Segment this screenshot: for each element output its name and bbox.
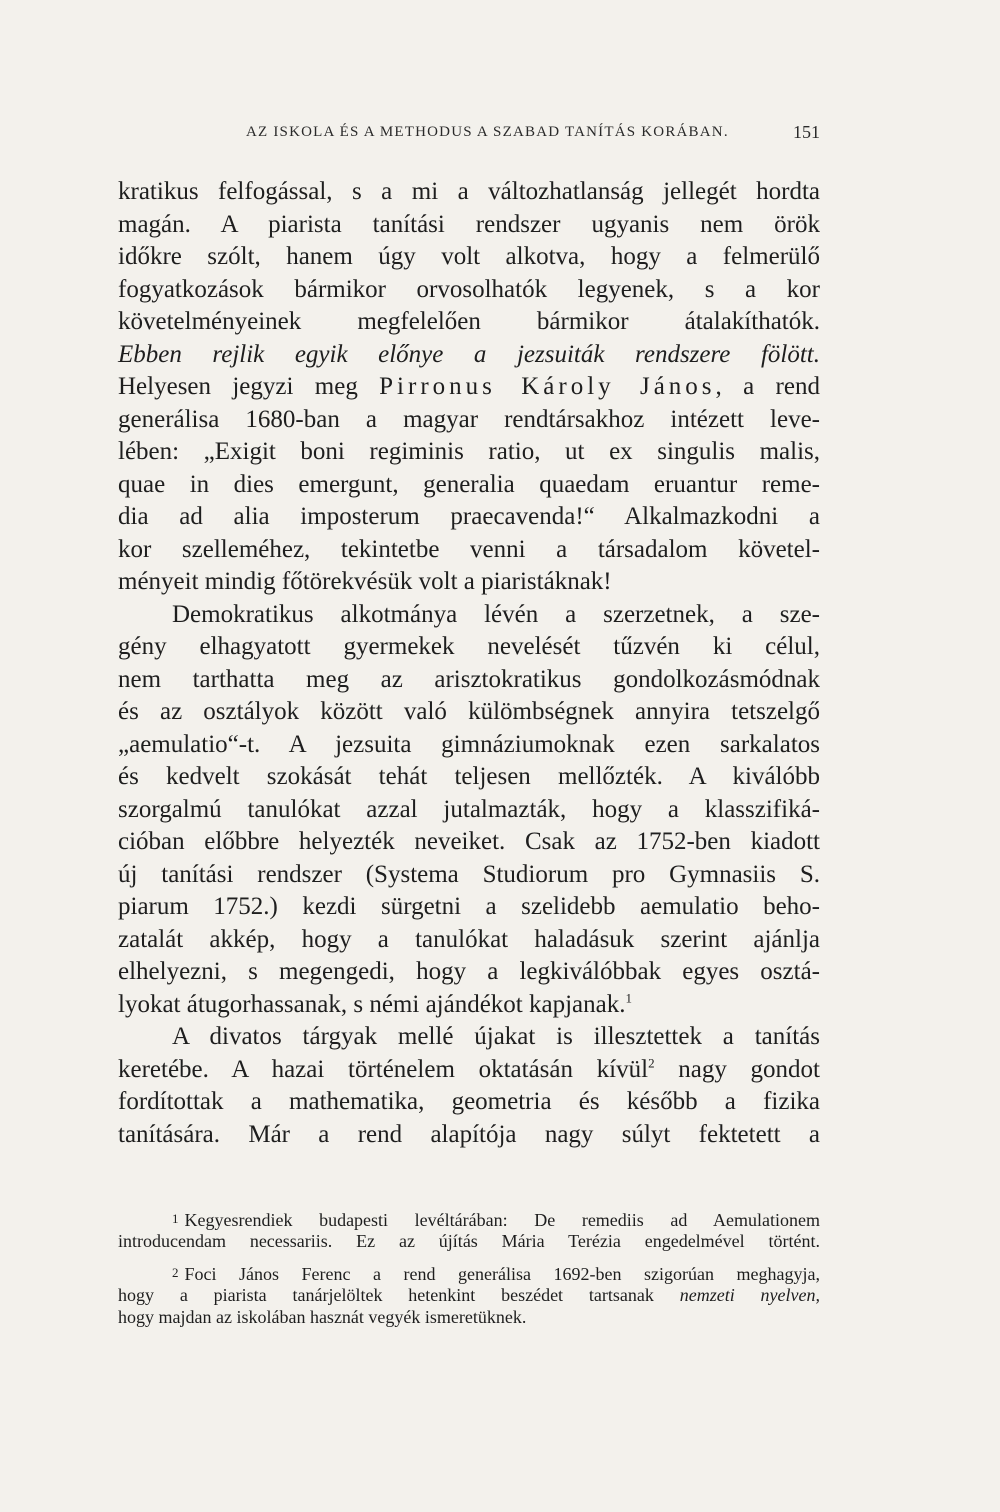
text-line: A divatos tárgyak mellé újakat is illesztettek a tanítás (172, 1023, 820, 1050)
text-line: kratikus felfogással, s a mi a változhatlanság jellegét hordta (118, 178, 820, 205)
text-segment: nagy gondot (654, 1055, 820, 1083)
text-line: Demokratikus alkotmánya lévén a szerzetnek, a sze- (172, 600, 820, 628)
body-text (118, 176, 820, 1151)
text-line: „aemulatio“-t. A jezsuita gimnáziumoknak ezen sarkalatos (118, 730, 820, 758)
footnote-gap (118, 1252, 820, 1262)
text-line: új tanítási rendszer (Systema Studiorum pro Gymnasiis S. (118, 860, 820, 888)
running-title: AZ ISKOLA ÉS A METHODUS A SZABAD TANÍTÁS KORÁBAN. (246, 124, 729, 140)
text-line: szorgalmú tanulókat azzal jutalmazták, hogy a klasszifiká- (118, 795, 820, 823)
text-line: cióban előbbre helyezték neveiket. Csak az 1752-ben kiadott (118, 828, 820, 855)
footnote-2-line: hogy majdan az iskolában hasznát vegyék ismeretüknek. (118, 1307, 527, 1327)
text-line: gény elhagyatott gyermekek nevelését tűzvén ki célul, (118, 633, 820, 660)
footnote-ref: 2 (648, 1055, 655, 1071)
text-line (118, 371, 820, 404)
text-line: quae in dies emergunt, generalia quaedam eruantur reme- (118, 470, 820, 498)
text-line: és kedvelt szokását tehát teljesen mellőzték. A kiválóbb (118, 763, 820, 790)
footnote-text: Kegyesrendiek budapesti levéltárában: De remediis ad Aemulationem (184, 1210, 820, 1230)
text-line: magán. A piarista tanítási rendszer ugyanis nem örök (118, 210, 820, 238)
spaced-name: Pirronus Károly János (379, 373, 716, 400)
footnote-1-line: introducendam necessariis. Ez az újítás Mária Terézia engedelmével történt. (118, 1231, 820, 1251)
text-line: dia ad alia imposterum praecavenda!“ Alkalmazkodni a (118, 503, 820, 530)
text-segment: , a rend (715, 373, 820, 400)
text-line: fogyatkozások bármikor orvosolhatók legyenek, s a kor (118, 275, 820, 303)
footnotes (118, 1208, 820, 1328)
footnote-number: 2 (172, 1265, 179, 1280)
footnote-1-line (118, 1208, 820, 1230)
footnote-text: hogy a piarista tanárjelöltek hetenkint beszédet tartsanak (118, 1285, 680, 1305)
footnote-italic-text: nemzeti nyelven, (679, 1285, 820, 1305)
text-line: időkre szólt, hanem úgy volt alkotva, hogy a felmerülő (118, 243, 820, 270)
footnote-text: Foci János Ferenc a rend generálisa 1692-ben szigorúan meghagyja, (184, 1264, 820, 1284)
text-line: és az osztályok között való külömbségnek annyira tetszelgő (118, 698, 820, 725)
footnote-ref: 1 (625, 990, 632, 1006)
text-segment: Helyesen jegyzi meg (118, 373, 380, 400)
page-number: 151 (793, 122, 820, 142)
text-line: piarum 1752.) kezdi sürgetni a szelidebb aemulatio beho- (118, 893, 820, 920)
footnote-2-line (118, 1262, 820, 1284)
footnote-number: 1 (172, 1211, 179, 1226)
footnote-2-line (118, 1284, 820, 1306)
italic-text-line: Ebben rejlik egyik előnye a jezsuiták rendszere fölött. (118, 340, 820, 368)
text-line: fordítottak a mathematika, geometria és később a fizika (118, 1088, 820, 1115)
text-line: tanítására. Már a rend alapítója nagy súlyt fektetett a (118, 1120, 820, 1148)
running-header (118, 120, 820, 144)
text-line: ményeit mindig főtörekvésük volt a piaristáknak! (118, 568, 612, 595)
text-line: elhelyezni, s megengedi, hogy a legkiválóbbak egyes osztá- (118, 958, 820, 985)
text-line: nem tarthatta meg az arisztokratikus gondolkozásmódnak (118, 665, 820, 693)
text-segment: lyokat átugorhassanak, s némi ajándékot kapjanak. (118, 990, 626, 1018)
text-segment: keretébe. A hazai történelem oktatásán kívül (118, 1055, 649, 1083)
text-line: követelményeinek megfelelően bármikor átalakíthatók. (118, 308, 820, 335)
text-line (118, 1054, 820, 1087)
text-line: kor szelleméhez, tekintetbe venni a társadalom követel- (118, 535, 820, 563)
text-line: generálisa 1680-ban a magyar rendtársakhoz intézett leve- (118, 405, 820, 433)
text-line: lében: „Exigit boni regiminis ratio, ut ex singulis malis, (118, 438, 820, 465)
text-line: zatalát akkép, hogy a tanulókat haladásuk szerint ajánlja (118, 925, 820, 953)
text-line (118, 989, 820, 1022)
